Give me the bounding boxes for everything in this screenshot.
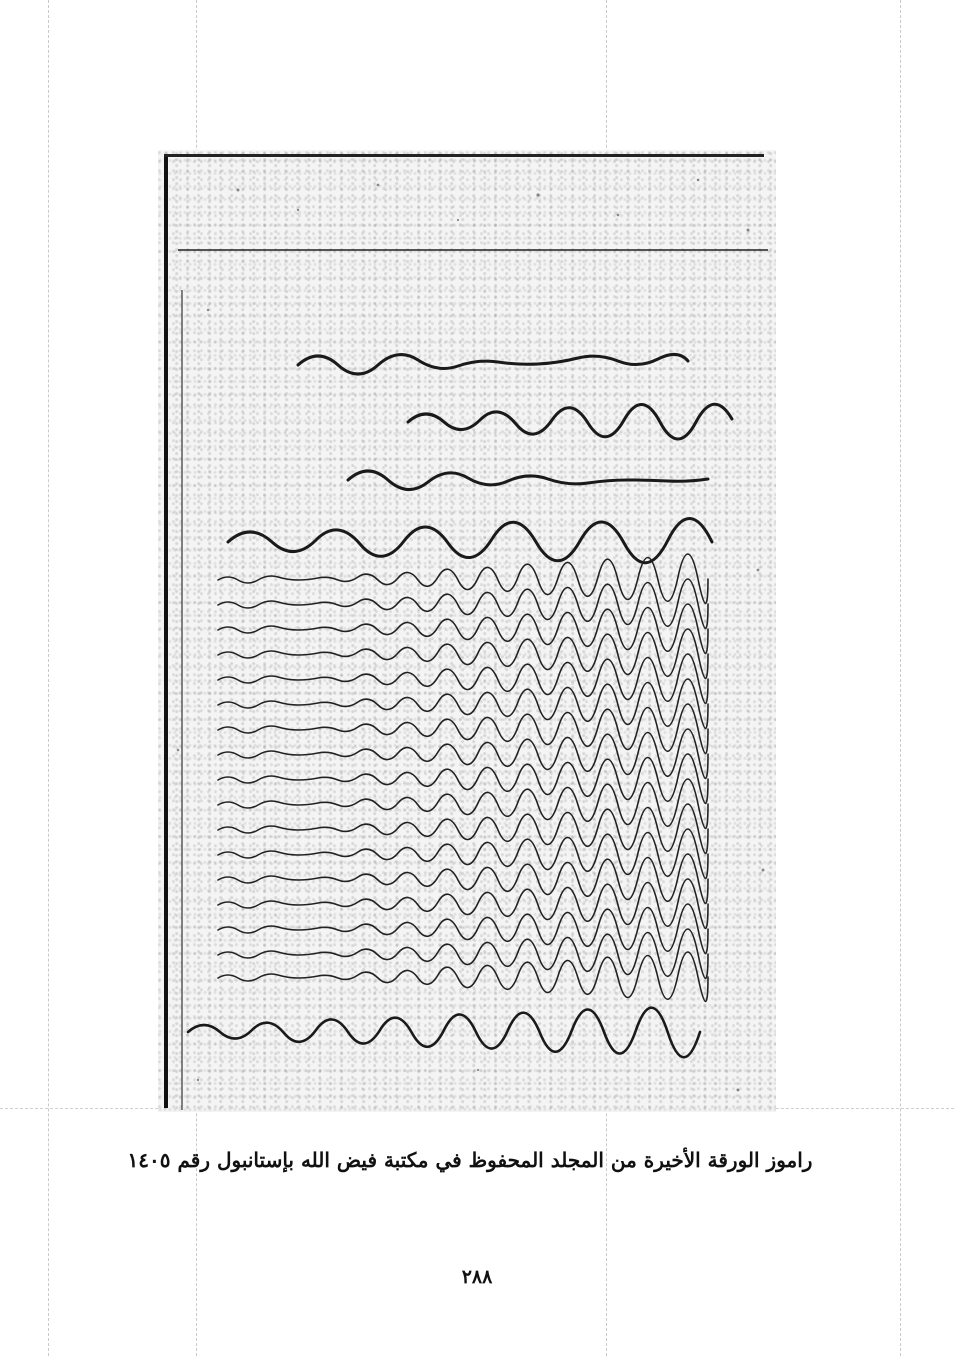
page-number: ٢٨٨ (461, 1266, 493, 1288)
manuscript-facsimile-image (158, 150, 776, 1112)
scan-guide-line (900, 0, 901, 1356)
scan-guide-line (48, 0, 49, 1356)
figure-caption: راموز الورقة الأخيرة من المجلد المحفوظ في مكتبة فيض الله بإستانبول رقم ١٤٠٥ (127, 1148, 813, 1172)
manuscript-scribbles (158, 150, 776, 1112)
